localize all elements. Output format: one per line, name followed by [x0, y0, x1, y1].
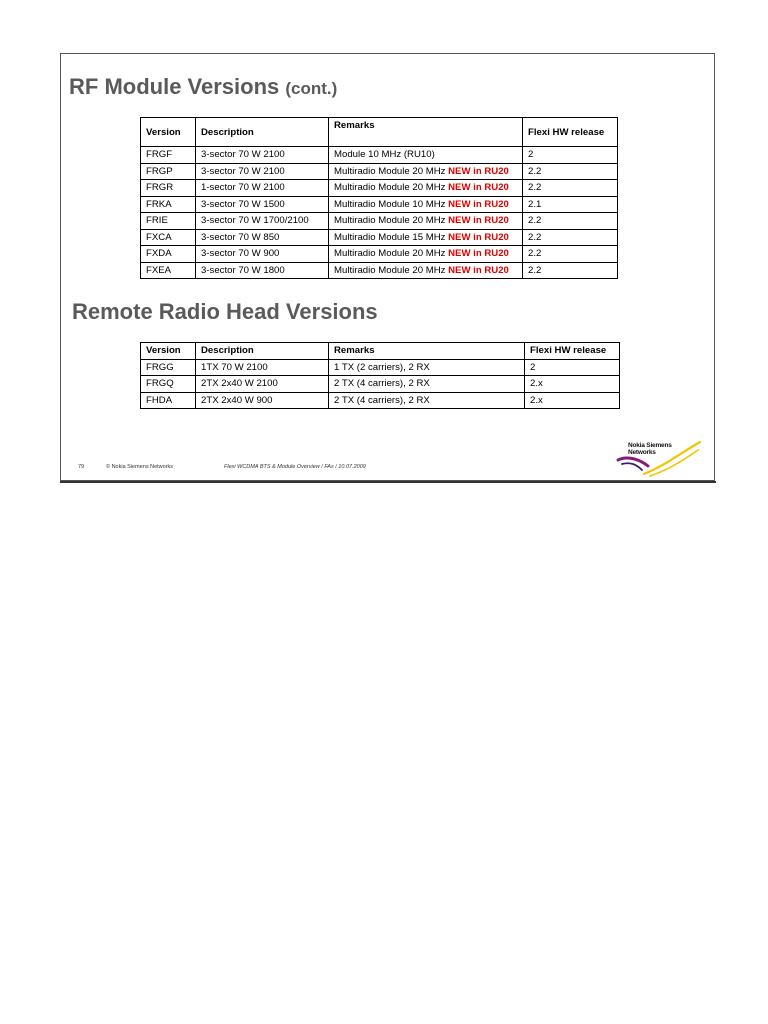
remarks-text: Multiradio Module 15 MHz — [334, 231, 446, 243]
cell-description: 3-sector 70 W 2100 — [196, 147, 329, 164]
header-description: Description — [196, 118, 329, 147]
cell-version: FXDA — [141, 246, 196, 263]
title-suffix: (cont.) — [285, 79, 338, 98]
table-row — [141, 246, 618, 263]
cell-remarks — [329, 180, 523, 197]
cell-remarks: 2 TX (4 carriers), 2 RX — [329, 392, 525, 409]
cell-description: 1-sector 70 W 2100 — [196, 180, 329, 197]
table-row — [141, 180, 618, 197]
cell-flexi-hw-release: 2.1 — [523, 196, 618, 213]
cell-description: 2TX 2x40 W 900 — [196, 392, 329, 409]
cell-version: FRGG — [141, 359, 196, 376]
table-row — [141, 376, 620, 393]
remarks-text: Multiradio Module 20 MHz — [334, 215, 446, 227]
page-number: 79 — [78, 464, 85, 470]
logo-line-1: Nokia Siemens — [628, 442, 672, 449]
table-header-row — [141, 343, 620, 360]
header-description: Description — [196, 343, 329, 360]
rf-table-body — [141, 147, 618, 279]
cell-version: FRGQ — [141, 376, 196, 393]
table-row — [141, 262, 618, 279]
remarks-text: Module 10 MHz (RU10) — [334, 149, 435, 161]
table-row — [141, 196, 618, 213]
cell-remarks — [329, 196, 523, 213]
title-main: RF Module Versions — [69, 74, 280, 99]
new-in-ru20-badge: NEW in RU20 — [448, 231, 509, 243]
cell-flexi-hw-release: 2.2 — [523, 262, 618, 279]
table-row — [141, 392, 620, 409]
cell-flexi-hw-release: 2.2 — [523, 163, 618, 180]
cell-description: 3-sector 70 W 900 — [196, 246, 329, 263]
cell-remarks — [329, 147, 523, 164]
cell-remarks: 1 TX (2 carriers), 2 RX — [329, 359, 525, 376]
copyright: © Nokia Siemens Networks — [106, 464, 174, 470]
cell-flexi-hw-release: 2.2 — [523, 229, 618, 246]
cell-description: 2TX 2x40 W 2100 — [196, 376, 329, 393]
logo-line-2: Networks — [628, 449, 656, 456]
cell-description: 3-sector 70 W 1800 — [196, 262, 329, 279]
cell-version: FRGR — [141, 180, 196, 197]
footer-document-title: Flexi WCDMA BTS & Module Overview / FAs / 10.07.2009 — [224, 464, 366, 470]
table-row — [141, 213, 618, 230]
remarks-text: Multiradio Module 20 MHz — [334, 165, 446, 177]
cell-description: 3-sector 70 W 2100 — [196, 163, 329, 180]
cell-description: 1TX 70 W 2100 — [196, 359, 329, 376]
cell-flexi-hw-release: 2.2 — [523, 180, 618, 197]
cell-description: 3-sector 70 W 1700/2100 — [196, 213, 329, 230]
cell-version: FRKA — [141, 196, 196, 213]
section-title-rrh: Remote Radio Head Versions — [72, 299, 378, 324]
cell-description: 3-sector 70 W 850 — [196, 229, 329, 246]
cell-version: FRGF — [141, 147, 196, 164]
new-in-ru20-badge: NEW in RU20 — [448, 182, 509, 194]
header-version: Version — [141, 343, 196, 360]
rf-module-table — [140, 117, 618, 279]
remarks-text: Multiradio Module 10 MHz — [334, 198, 446, 210]
slide — [60, 53, 715, 481]
cell-remarks — [329, 163, 523, 180]
cell-flexi-hw-release: 2.x — [525, 392, 620, 409]
new-in-ru20-badge: NEW in RU20 — [448, 264, 509, 276]
cell-version: FXCA — [141, 229, 196, 246]
cell-version: FRGP — [141, 163, 196, 180]
cell-flexi-hw-release: 2 — [523, 147, 618, 164]
slide-bottom-rule — [60, 481, 716, 483]
cell-remarks — [329, 262, 523, 279]
cell-remarks: 2 TX (4 carriers), 2 RX — [329, 376, 525, 393]
header-version: Version — [141, 118, 196, 147]
cell-description: 3-sector 70 W 1500 — [196, 196, 329, 213]
logo-text — [628, 442, 672, 456]
new-in-ru20-badge: NEW in RU20 — [448, 248, 509, 260]
cell-flexi-hw-release: 2.2 — [523, 246, 618, 263]
header-flexi-hw-release: Flexi HW release — [523, 118, 618, 147]
new-in-ru20-badge: NEW in RU20 — [448, 165, 509, 177]
cell-remarks — [329, 229, 523, 246]
cell-flexi-hw-release: 2 — [525, 359, 620, 376]
table-header-row — [141, 118, 618, 147]
cell-remarks — [329, 213, 523, 230]
rrh-table — [140, 342, 620, 409]
table-row — [141, 147, 618, 164]
new-in-ru20-badge: NEW in RU20 — [448, 215, 509, 227]
table-row — [141, 163, 618, 180]
remarks-text: Multiradio Module 20 MHz — [334, 264, 446, 276]
table-row — [141, 229, 618, 246]
remarks-text: Multiradio Module 20 MHz — [334, 248, 446, 260]
cell-remarks — [329, 246, 523, 263]
header-flexi-hw-release: Flexi HW release — [525, 343, 620, 360]
page-title — [69, 74, 337, 100]
cell-flexi-hw-release: 2.2 — [523, 213, 618, 230]
header-remarks: Remarks — [329, 343, 525, 360]
cell-version: FHDA — [141, 392, 196, 409]
cell-version: FRIE — [141, 213, 196, 230]
header-remarks: Remarks — [329, 118, 523, 147]
cell-flexi-hw-release: 2.x — [525, 376, 620, 393]
rrh-table-body — [141, 359, 620, 409]
nokia-siemens-logo — [614, 436, 704, 478]
table-row — [141, 359, 620, 376]
remarks-text: Multiradio Module 20 MHz — [334, 182, 446, 194]
cell-version: FXEA — [141, 262, 196, 279]
new-in-ru20-badge: NEW in RU20 — [448, 198, 509, 210]
